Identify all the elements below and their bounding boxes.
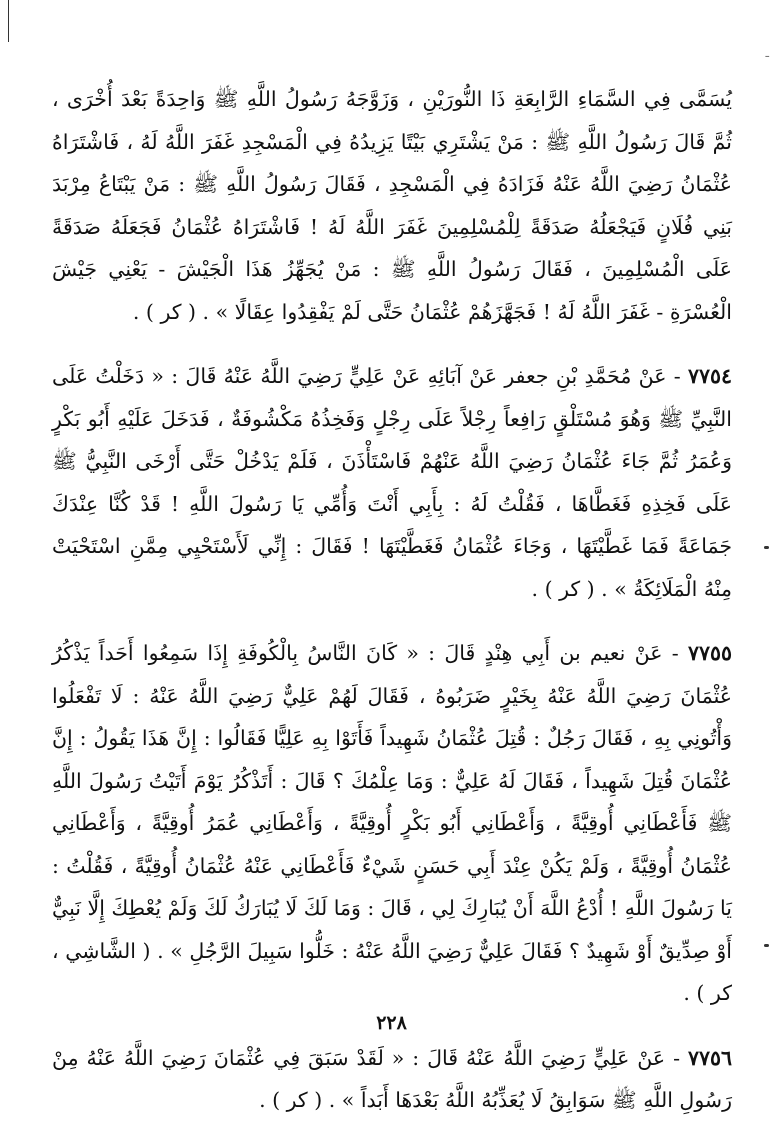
margin-dot bbox=[764, 944, 769, 947]
margin-dot bbox=[764, 546, 769, 549]
corner-mark: ـ bbox=[765, 46, 769, 60]
paragraph-text: - عَنْ عَلِيٍّ رَضِيَ اللَّهُ عَنْهُ قَالَ : « لَقَدْ سَبَقَ فِي عُثْمَانَ رَضِيَ اللَّهُ عَنْهُ مِنْ رَسُولِ اللَّهِ ﷺ سَوَابِقُ لَا يُعَذِّبُهُ اللَّهُ بَعْدَهَا أَبَداً » . ( كر ) . bbox=[52, 1045, 732, 1112]
hadith-7754 bbox=[52, 355, 732, 610]
binding-edge-line bbox=[8, 0, 9, 42]
paragraph-continuation bbox=[52, 78, 732, 333]
paragraph-text: - عَنْ مُحَمَّدِ بْنِ جعفر عَنْ آبَائِهِ عَنْ عَلِيٍّ رَضِيَ اللَّهُ عَنْهُ قَالَ : « دَخَلْتُ عَلَى النَّبِيِّ ﷺ وَهُوَ مُسْتَلْقٍ رَافِعاً رِجْلاً عَلَى رِجْلٍ وَفَخِذُهُ مَكْشُوفَةٌ ، فَدَخَلَ عَلَيْهِ أَبُو بَكْرٍ وَعُمَرُ ثُمَّ جَاءَ عُثْمَانُ رَضِيَ اللَّهُ عَنْهُمْ فَاسْتَأْذَنَ ، فَلَمْ يَدْخُلْ حَتَّى أَرْخَى النَّبِيُّ ﷺ عَلَى فَخِذِهِ فَغَطَّاهَا ، فَقُلْتُ لَهُ : بِأَبِي أَنْتَ وَأُمِّي يَا رَسُولَ اللَّهِ ! قَدْ كُنَّا عِنْدَكَ جَمَاعَةً فَمَا غَطَّيْتَهَا ، وَجَاءَ عُثْمَانُ فَغَطَّيْتَهَا ! فَقَالَ : إِنِّي لَأَسْتَحْيِي مِمَّنِ اسْتَحْيَتْ مِنْهُ الْمَلَائِكَةُ » . ( كر ) . bbox=[52, 364, 732, 601]
hadith-7756 bbox=[52, 1037, 732, 1122]
page-body bbox=[52, 78, 732, 1122]
hadith-number: ٧٧٥٦ bbox=[687, 1045, 732, 1070]
paragraph-text: يُسَمَّى فِي السَّمَاءِ الرَّابِعَةِ ذَا النُّورَيْنِ ، وَزَوَّجَهُ رَسُولُ اللَّهِ ﷺ وَاحِدَةً بَعْدَ أُخْرَى ، ثُمَّ قَالَ رَسُولُ اللَّهِ ﷺ : مَنْ يَشْتَرِي بَيْتًا يَزِيدُهُ فِي الْمَسْجِدِ غَفَرَ اللَّهُ لَهُ ، فَاشْتَرَاهُ عُثْمَانُ رَضِيَ اللَّهُ عَنْهُ فَزَادَهُ فِي الْمَسْجِدِ ، فَقَالَ رَسُولُ اللَّهِ ﷺ : مَنْ يَبْتَاعُ مِرْبَدَ بَنِي فُلَانٍ فَيَجْعَلُهُ صَدَقَةً لِلْمُسْلِمِينَ غَفَرَ اللَّهُ لَهُ ! فَاشْتَرَاهُ عُثْمَانُ فَجَعَلَهُ صَدَقَةً عَلَى الْمُسْلِمِينَ ، فَقَالَ رَسُولُ اللَّهِ ﷺ : مَنْ يُجَهِّزُ هَذَا الْجَيْشَ - يَعْنِي جَيْشَ الْعُسْرَةِ - غَفَرَ اللَّهُ لَهُ ! فَجَهَّزَهُمْ عُثْمَانُ حَتَّى لَمْ يَفْقِدُوا عِقَالًا » . ( كر ) . bbox=[52, 87, 732, 324]
paragraph-text: - عَنْ نعيم بن أَبِي هِنْدٍ قَالَ : « كَانَ النَّاسُ بِالْكُوفَةِ إِذَا سَمِعُوا أَحَداً يَذْكُرُ عُثْمَانَ رَضِيَ اللَّهُ عَنْهُ بِخَيْرٍ ضَرَبُوهُ ، فَقَالَ لَهُمْ عَلِيٌّ رَضِيَ اللَّهُ عَنْهُ : لَا تَفْعَلُوا وَأْتُونِي بِهِ ، فَقَالَ رَجُلٌ : قُتِلَ عُثْمَانُ شَهِيداً فَأَتَوْا بِهِ عَلِيًّا فَقَالُوا : إِنَّ هَذَا يَقُولُ : إِنَّ عُثْمَانَ قُتِلَ شَهِيداً ، فَقَالَ لَهُ عَلِيٌّ : وَمَا عِلْمُكَ ؟ قَالَ : أَتَذْكُرُ يَوْمَ أَتَيْتُ رَسُولَ اللَّهِ ﷺ فَأَعْطَانِي أُوقِيَّةً ، وَأَعْطَانِي أَبُو بَكْرٍ أُوقِيَّةً ، وَأَعْطَانِي عُمَرُ أُوقِيَّةً ، وَأَعْطَانِي عُثْمَانُ أُوقِيَّةً ، وَلَمْ يَكُنْ عِنْدَ أَبِي حَسَنٍ شَيْءٌ فَأَعْطَانِي عَنْهُ عُثْمَانُ أُوقِيَّةً ، فَقُلْتُ : يَا رَسُولَ اللَّهِ ! أُدْعُ اللَّهَ أَنْ يُبَارِكَ لِي ، قَالَ : وَمَا لَكَ لَا يُبَارَكُ لَكَ وَلَمْ يُعْطِكَ إِلَّا نَبِيٌّ أَوْ صِدِّيقٌ أَوْ شَهِيدٌ ؟ فَقَالَ عَلِيٌّ رَضِيَ اللَّهُ عَنْهُ : خَلُّوا سَبِيلَ الرَّجُلِ » . ( الشَّاشِي ، كر ) . bbox=[52, 641, 732, 1005]
hadith-7755 bbox=[52, 632, 732, 1015]
page-number: ٢٢٨ bbox=[376, 1012, 407, 1034]
hadith-number: ٧٧٥٥ bbox=[687, 641, 732, 665]
hadith-number: ٧٧٥٤ bbox=[687, 364, 732, 388]
